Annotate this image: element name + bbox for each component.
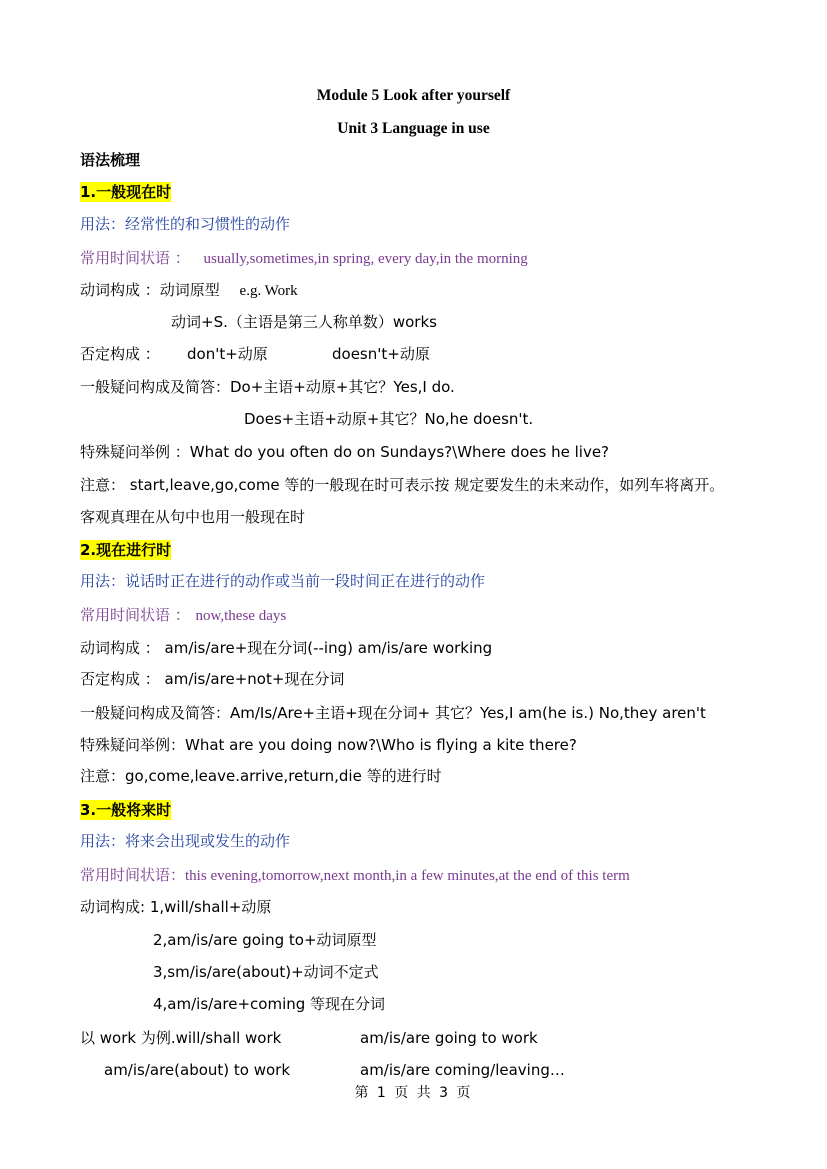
module-title: Module 5 Look after yourself	[316, 87, 511, 104]
s3-form1: 动词构成: 1,will/shall+动原	[80, 898, 272, 916]
s3-usage: 用法：将来会出现或发生的动作	[80, 832, 291, 850]
s3-time-words: this evening,tomorrow,next month,in a few minutes,at the end of this term	[185, 868, 630, 884]
s1-special: 特殊疑问举例 ：What do you often do on Sundays?\Where does he live?	[80, 443, 610, 461]
s1-form-label: 动词构成 ：动词原型	[80, 281, 220, 299]
s2-note: 注意：go,come,leave.arrive,return,die 等的进行时	[80, 767, 442, 785]
s2-time-label: 常用时间状语 ：	[80, 606, 190, 624]
s1-time-words: usually,sometimes,in spring, every day,in the morning	[203, 251, 528, 267]
section-heading: 语法梳理	[80, 151, 141, 169]
s3-example2: am/is/are going to work	[360, 1029, 538, 1047]
s1-heading-text: 1.一般现在时	[80, 183, 172, 201]
s1-neg	[80, 344, 160, 365]
s2-heading	[80, 540, 171, 561]
unit-title: Unit 3 Language in use	[337, 120, 490, 137]
s1-form2: 动词+S.（主语是第三人称单数）works	[171, 313, 437, 331]
s1-form-example: e.g. Work	[239, 283, 298, 299]
s2-form: 动词构成 ： am/is/are+现在分词(--ing) am/is/are working	[80, 639, 493, 657]
s1-note: 注意： start,leave,go,come 等的一般现在时可表示按 规定要发生的未来动作，如列车将离开。	[80, 476, 725, 494]
s2-time-words: now,these days	[195, 608, 287, 624]
s3-time	[80, 865, 630, 886]
s1-time	[80, 248, 528, 269]
s3-heading	[80, 800, 171, 821]
s1-note2: 客观真理在从句中也用一般现在时	[80, 508, 306, 526]
s3-example4: am/is/are coming/leaving…	[360, 1061, 565, 1079]
s1-neg1: don't+动原	[187, 345, 268, 363]
s2-question: 一般疑问构成及简答：Am/Is/Are+主语+现在分词+ 其它？Yes,I am(he is.) No,they aren't	[80, 704, 706, 722]
s2-special: 特殊疑问举例：What are you doing now?\Who is flying a kite there?	[80, 736, 577, 754]
s2-heading-text: 2.现在进行时	[80, 541, 172, 559]
s3-heading-text: 3.一般将来时	[80, 801, 172, 819]
s3-form3: 3,sm/is/are(about)+动词不定式	[153, 963, 379, 981]
s1-time-label: 常用时间状语 ：	[80, 249, 190, 267]
s1-form	[80, 280, 298, 301]
s3-form2: 2,am/is/are going to+动词原型	[153, 931, 377, 949]
s3-example1: 以 work 为例.will/shall work	[80, 1029, 282, 1047]
s1-question2: Does+主语+动原+其它？No,he doesn't.	[244, 410, 534, 428]
s3-example3: am/is/are(about) to work	[104, 1061, 291, 1079]
s1-usage: 用法：经常性的和习惯性的动作	[80, 215, 291, 233]
s3-time-label: 常用时间状语：	[80, 866, 186, 884]
s2-usage: 用法：说话时正在进行的动作或当前一段时间正在进行的动作	[80, 572, 486, 590]
s2-time	[80, 605, 286, 626]
s1-neg-label: 否定构成 ：	[80, 345, 160, 363]
s1-heading	[80, 182, 171, 203]
s1-neg2: doesn't+动原	[332, 345, 430, 363]
s2-neg: 否定构成 ： am/is/are+not+现在分词	[80, 670, 345, 688]
page-footer: 第 1 页 共 3 页	[354, 1085, 473, 1101]
s3-form4: 4,am/is/are+coming 等现在分词	[153, 995, 386, 1013]
s1-question: 一般疑问构成及简答：Do+主语+动原+其它？Yes,I do.	[80, 378, 455, 396]
